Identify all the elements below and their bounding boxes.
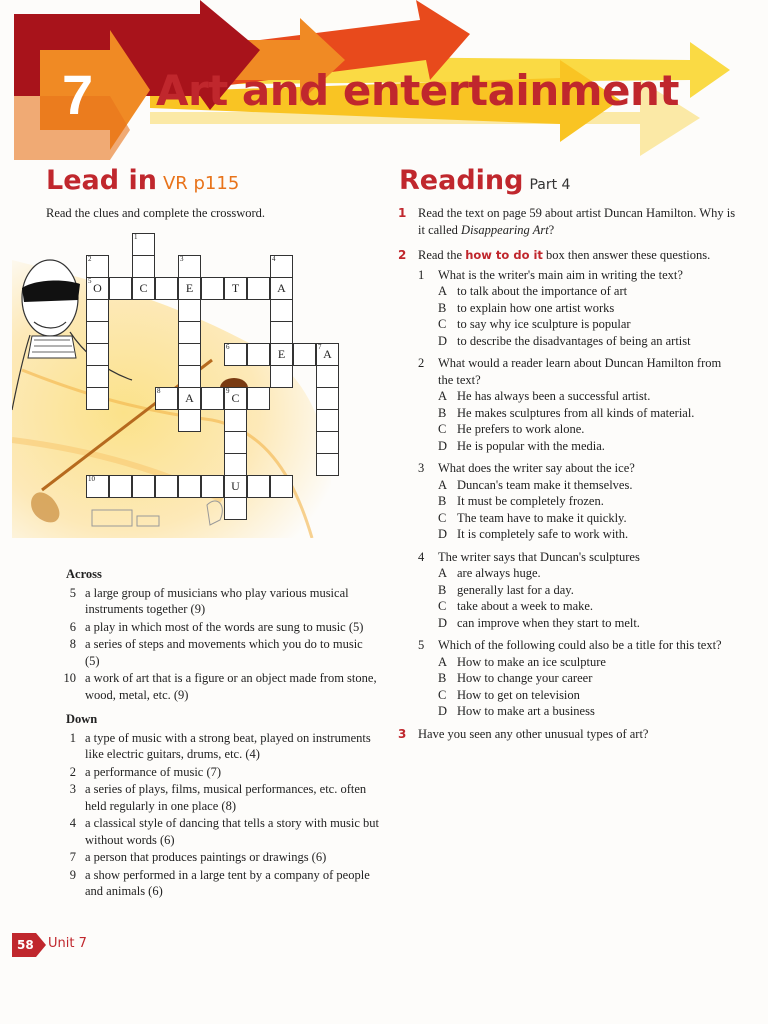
clue-text: a person that produces paintings or drawings (6) [85, 850, 327, 864]
answer-option [438, 598, 738, 615]
crossword-cell[interactable]: 3 [178, 255, 201, 278]
option-letter: A [438, 389, 448, 403]
crossword-cell[interactable] [132, 255, 155, 278]
option-text: He prefers to work alone. [457, 422, 585, 436]
option-text: It is completely safe to work with. [457, 527, 629, 541]
down-clue-list [60, 730, 380, 900]
answer-option [438, 615, 738, 632]
answer-option [438, 477, 738, 494]
task-3 [398, 726, 738, 743]
down-clue [60, 849, 380, 866]
crossword-cell[interactable] [109, 475, 132, 498]
clue-number: 9 [69, 867, 76, 882]
question-item [398, 637, 738, 720]
option-letter: D [438, 704, 448, 718]
answer-option [438, 565, 738, 582]
task-text: Have you seen any other unusual types of art? [418, 726, 649, 741]
option-text: How to make an ice sculpture [457, 654, 606, 669]
option-letter: D [438, 438, 448, 453]
option-text: generally last for a day. [457, 582, 574, 597]
option-text: How to get on television [457, 687, 580, 702]
crossword-cell[interactable] [270, 299, 293, 322]
option-letter: D [438, 615, 448, 630]
crossword-grid [86, 233, 332, 523]
option-letter: A [438, 284, 448, 298]
crossword-cell[interactable] [178, 409, 201, 432]
option-text: to describe the disadvantages of being an artist [457, 333, 691, 348]
crossword-cell[interactable]: U [224, 475, 247, 498]
crossword-cell[interactable] [224, 431, 247, 454]
answer-option [438, 333, 738, 350]
answer-option [438, 582, 738, 599]
answer-option [438, 687, 738, 704]
answer-option [438, 654, 738, 671]
crossword-cell[interactable] [178, 365, 201, 388]
crossword-cell[interactable]: A [178, 387, 201, 410]
down-clue [60, 867, 380, 900]
option-letter: C [438, 510, 447, 525]
option-letter: B [438, 671, 447, 685]
reading-title: Reading [399, 165, 524, 196]
question-number: 2 [418, 356, 425, 370]
down-clue [60, 730, 380, 763]
option-text: to say why ice sculpture is popular [457, 317, 631, 331]
reading-part: Part 4 [529, 177, 571, 193]
clue-number: 8 [69, 637, 76, 651]
crossword-instruction: Read the clues and complete the crossword. [46, 206, 266, 220]
question-item [398, 267, 738, 350]
question-text: What does the writer say about the ice? [438, 461, 635, 475]
crossword-cell[interactable] [247, 387, 270, 410]
answer-option [438, 388, 738, 405]
option-text: How to change your career [457, 671, 593, 685]
crossword-cell[interactable]: C [132, 277, 155, 300]
crossword-cell[interactable]: E [270, 343, 293, 366]
crossword-cell[interactable] [316, 409, 339, 432]
unit-number: 7 [62, 63, 94, 126]
page-footer [12, 933, 112, 959]
question-text: Which of the following could also be a title for this text? [438, 638, 722, 652]
clue-number: 6 [69, 619, 76, 634]
leadin-heading [46, 165, 239, 196]
reading-heading [399, 165, 570, 196]
option-letter: C [438, 422, 447, 436]
across-heading: Across [66, 567, 102, 581]
option-text: to talk about the importance of art [457, 284, 628, 298]
across-clue [60, 636, 380, 669]
crossword-cell[interactable]: E [178, 277, 201, 300]
clue-number: 1 [69, 730, 76, 745]
task-text: Read the text on page 59 about artist Duncan Hamilton. Why is it called [418, 206, 736, 237]
task-text-italic: Disappearing Art [461, 222, 549, 237]
question-item [398, 355, 738, 454]
clue-number: 3 [69, 782, 76, 796]
option-letter: B [438, 300, 447, 315]
crossword-cell[interactable] [109, 277, 132, 300]
crossword-cell[interactable] [247, 343, 270, 366]
task-text: Read the [418, 248, 466, 262]
clue-text: a series of steps and movements which you do to music (5) [85, 637, 363, 668]
question-item [398, 549, 738, 632]
option-text: He makes sculptures from all kinds of material. [457, 405, 695, 420]
crossword-cell[interactable] [155, 475, 178, 498]
task-text: box then answer these questions. [542, 248, 711, 262]
crossword-cell[interactable]: 6 [224, 343, 247, 366]
down-clue [60, 781, 380, 814]
crossword-cell[interactable] [224, 497, 247, 520]
leadin-title: Lead in [46, 165, 157, 196]
option-text: It must be completely frozen. [457, 494, 604, 508]
crossword-cell[interactable] [247, 277, 270, 300]
unit-header [0, 0, 768, 160]
crossword-cell[interactable] [316, 431, 339, 454]
option-letter: A [438, 566, 448, 580]
clue-number: 4 [69, 816, 76, 830]
option-text: How to make art a business [457, 704, 595, 718]
crossword-cell[interactable]: 10 [86, 475, 109, 498]
question-text: What would a reader learn about Duncan Hamilton from the text? [438, 356, 722, 387]
option-letter: C [438, 317, 447, 331]
question-text: What is the writer's main aim in writing the text? [438, 267, 683, 282]
crossword-cell[interactable] [270, 365, 293, 388]
reading-tasks [398, 205, 738, 751]
clue-text: a type of music with a strong beat, played on instruments like electric guitars, drums, etc. (4) [85, 730, 371, 761]
clue-text: a large group of musicians who play various musical instruments together (9) [85, 585, 349, 616]
crossword-cell[interactable] [86, 321, 109, 344]
crossword-cell[interactable] [155, 277, 178, 300]
task-2 [398, 247, 738, 264]
clue-text: a series of plays, films, musical performances, etc. often held regularly in one place (8) [85, 782, 367, 813]
option-letter: C [438, 687, 447, 702]
answer-option [438, 421, 738, 438]
down-heading: Down [66, 712, 98, 726]
crossword-cell[interactable] [201, 277, 224, 300]
crossword-cell[interactable] [247, 475, 270, 498]
crossword-cell[interactable] [86, 343, 109, 366]
clue-number: 2 [69, 764, 76, 779]
question-number: 4 [418, 549, 425, 564]
down-clue [60, 764, 380, 781]
answer-option [438, 493, 738, 510]
across-clue [60, 619, 380, 636]
option-letter: A [438, 477, 448, 492]
clue-text: a show performed in a large tent by a company of people and animals (6) [85, 867, 370, 898]
crossword-cell[interactable] [316, 365, 339, 388]
across-clue [60, 585, 380, 618]
clue-text: a performance of music (7) [85, 764, 222, 779]
option-letter: D [438, 333, 448, 348]
across-clue [60, 670, 380, 703]
answer-option [438, 670, 738, 687]
crossword-cell[interactable] [270, 321, 293, 344]
page-number: 58 [17, 938, 34, 952]
crossword-cell[interactable]: 7 A [316, 343, 339, 366]
footer-unit-label: Unit 7 [48, 936, 87, 951]
task-1 [398, 205, 738, 238]
crossword-cell[interactable]: T [224, 277, 247, 300]
task-number: 2 [398, 248, 407, 262]
option-text: He has always been a successful artist. [457, 389, 651, 403]
answer-option [438, 405, 738, 422]
crossword-cell[interactable] [316, 387, 339, 410]
crossword-cell[interactable] [178, 475, 201, 498]
option-text: can improve when they start to melt. [457, 615, 640, 630]
leadin-ref: VR p115 [162, 173, 240, 194]
crossword-cell[interactable]: 2 [86, 255, 109, 278]
crossword-cell[interactable] [178, 299, 201, 322]
task-text: ? [548, 222, 555, 237]
option-text: are always huge. [457, 566, 541, 580]
clue-text: a work of art that is a figure or an object made from stone, wood, metal, etc. (9) [85, 671, 377, 702]
question-number: 3 [418, 461, 425, 475]
question-list [398, 267, 738, 720]
crossword-cell[interactable] [201, 475, 224, 498]
answer-option [438, 300, 738, 317]
clue-number: 5 [69, 585, 76, 600]
how-to-do-it-highlight: how to do it [465, 248, 543, 262]
crossword-clues [60, 566, 380, 901]
question-number: 1 [418, 267, 425, 282]
answer-option [438, 316, 738, 333]
crossword-cell[interactable] [270, 475, 293, 498]
unit-title: Art and entertainment [156, 66, 679, 115]
answer-option [438, 438, 738, 455]
question-text: The writer says that Duncan's sculptures [438, 549, 640, 564]
clue-text: a classical style of dancing that tells a story with music but without words (6) [85, 816, 380, 847]
answer-option [438, 283, 738, 300]
answer-option [438, 526, 738, 543]
option-letter: B [438, 582, 447, 597]
option-text: The team have to make it quickly. [457, 510, 627, 525]
crossword-cell[interactable] [178, 343, 201, 366]
option-letter: C [438, 599, 447, 613]
option-text: Duncan's team make it themselves. [457, 477, 633, 492]
answer-option [438, 510, 738, 527]
option-text: to explain how one artist works [457, 300, 615, 315]
crossword-cell[interactable]: 1 [132, 233, 155, 256]
option-text: take about a week to make. [457, 599, 594, 613]
question-number: 5 [418, 638, 425, 652]
crossword-cell[interactable]: 9 C [224, 387, 247, 410]
task-number: 1 [398, 206, 407, 220]
crossword-cell[interactable] [224, 453, 247, 476]
clue-text: a play in which most of the words are sung to music (5) [85, 619, 364, 634]
option-letter: A [438, 654, 448, 669]
crossword-cell[interactable] [132, 475, 155, 498]
crossword-cell[interactable]: A [270, 277, 293, 300]
down-clue [60, 815, 380, 848]
crossword-cell[interactable] [86, 299, 109, 322]
crossword-cell[interactable] [316, 453, 339, 476]
clue-number: 10 [63, 671, 76, 685]
option-letter: B [438, 405, 447, 420]
across-clue-list [60, 585, 380, 704]
task-number: 3 [398, 726, 407, 741]
crossword-cell[interactable] [224, 409, 247, 432]
crossword-cell[interactable] [86, 365, 109, 388]
crossword-cell[interactable] [178, 321, 201, 344]
crossword-cell[interactable] [293, 343, 316, 366]
crossword-cell[interactable]: 5 O [86, 277, 109, 300]
question-item [398, 460, 738, 543]
clue-number: 7 [69, 850, 76, 864]
crossword-cell[interactable]: 8 [155, 387, 178, 410]
option-text: He is popular with the media. [457, 438, 605, 453]
crossword-cell[interactable] [201, 387, 224, 410]
option-letter: D [438, 527, 448, 541]
crossword-cell[interactable] [86, 387, 109, 410]
crossword-cell[interactable]: 4 [270, 255, 293, 278]
option-letter: B [438, 494, 447, 508]
answer-option [438, 703, 738, 720]
